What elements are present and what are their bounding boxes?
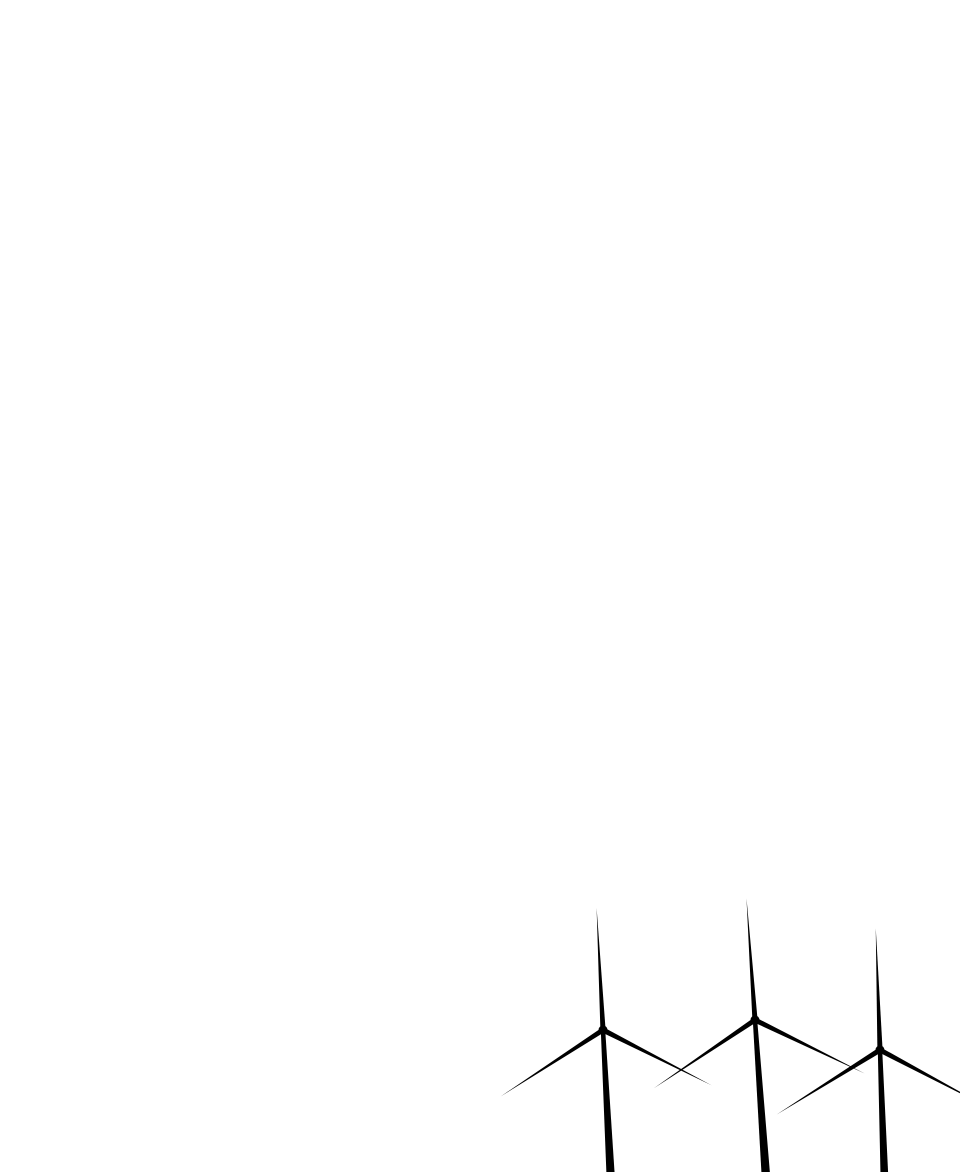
wind-turbine-icon [640, 891, 879, 1172]
wind-turbine-icon [769, 924, 960, 1172]
wind-turbine-icon [490, 903, 723, 1172]
